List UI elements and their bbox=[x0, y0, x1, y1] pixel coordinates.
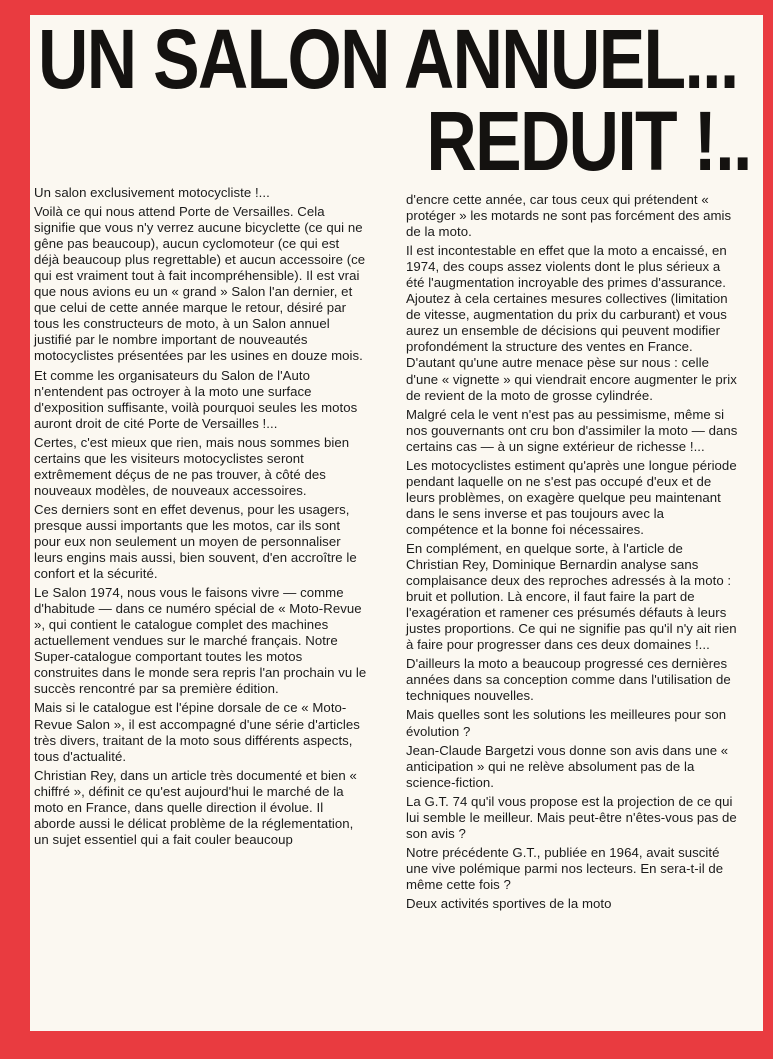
paragraph: Mais si le catalogue est l'épine dorsale de ce « Moto-Revue Salon », il est accompagné d'une série d'articles très divers, traitant de la moto sous différents aspects, tous d'actualité. bbox=[34, 700, 360, 764]
paragraph: Voilà ce qui nous attend Porte de Versailles. Cela signifie que vous n'y verrez aucune bicyclette (ce qui ne gêne pas beaucoup), aucun cyclomoteur (ce qui est déjà beaucoup plus regrettable) et aucun accessoire (ce qui est vraiment tout à fait incompréhensible). Il est vrai que nous avions eu un « grand » Salon l'an dernier, et que celui de cette année marque le retour, désiré par tous les constructeurs de moto, à un Salon annuel justifié par le nombre important de nouveautés motocyclistes présentées par les usines en douze mois. bbox=[34, 204, 366, 364]
paragraph: La G.T. 74 qu'il vous propose est la projection de ce qui lui semble le meilleur. Mais peut-être n'êtes-vous pas de son avis ? bbox=[406, 793, 737, 841]
paragraph: Il est incontestable en effet que la moto a encaissé, en 1974, des coups assez violents dont le plus sérieux a été l'augmentation incroyable des primes d'assurance. Ajoutez à cela certaines mesures collectives (limitation de vitesse, augmentation du prix du carburant) et vous aurez un ensemble de décisions qui peuvent modifier profondément la structure des ventes en France. D'autant qu'une autre menace pèse sur nous : celle d'une « vignette » qui viendrait encore augmenter le prix de revient de la moto de grosse cylindrée. bbox=[406, 243, 737, 403]
headline-line-2: REDUIT !.. bbox=[426, 94, 751, 188]
paragraph: Mais quelles sont les solutions les meilleures pour son évolution ? bbox=[406, 707, 727, 739]
paragraph: Les motocyclistes estiment qu'après une longue période pendant laquelle on ne s'est pas occupé d'eux et de leurs problèmes, on exagère quelque peu maintenant dans le sens inverse et pas toujours avec la compétence et la bonne foi nécessaires. bbox=[406, 457, 737, 537]
paragraph: Le Salon 1974, nous vous le faisons vivre — comme d'habitude — dans ce numéro spécial de « Moto-Revue », qui contient le catalogue complet des machines actuellement vendues sur le marché français. Notre Super-catalogue comportant toutes les motos construites dans le monde sera repris l'an prochain vu le succès rencontré par sa première édition. bbox=[34, 585, 367, 697]
paragraph: Christian Rey, dans un article très documenté et bien « chiffré », définit ce qu'est aujourd'hui le marché de la moto en France, dans quelle direction il évolue. Il aborde aussi le délicat problème de la réglementation, un sujet essentiel qui a fait couler beaucoup bbox=[34, 767, 357, 847]
paragraph: Un salon exclusivement motocycliste !... bbox=[34, 185, 270, 200]
paragraph: Notre précédente G.T., publiée en 1964, avait suscité une vive polémique parmi nos lecteurs. En sera-t-il de même cette fois ? bbox=[406, 844, 724, 892]
paragraph: D'ailleurs la moto a beaucoup progressé ces dernières années dans sa conception comme dans l'utilisation de techniques nouvelles. bbox=[406, 656, 731, 704]
paragraph: Ces derniers sont en effet devenus, pour les usagers, presque aussi importants que les motos, car ils sont pour eux non seulement un moyen de personnaliser leurs engins mais aussi, bien souvent, d'en accroître le confort et la sécurité. bbox=[34, 501, 357, 582]
paragraph: d'encre cette année, car tous ceux qui prétendent « protéger » les motards ne sont pas forcément des amis de la moto. bbox=[406, 192, 732, 240]
paragraph: Jean-Claude Bargetzi vous donne son avis dans une « anticipation » qui ne relève absolument pas de la science-fiction. bbox=[406, 742, 729, 790]
article-column-right bbox=[406, 192, 739, 915]
article-column-left bbox=[34, 185, 367, 851]
paragraph: En complément, en quelque sorte, à l'article de Christian Rey, Dominique Bernardin analyse sans complaisance deux des reproches adressés à la moto : bruit et pollution. Là encore, il faut faire la part de l'exagération et ramener ces présumés défauts à leurs justes proportions. Ce qui ne signifie pas qu'il n'y ait rien à faire pour progresser dans ces deux domaines !... bbox=[406, 540, 737, 653]
headline-line-1: UN SALON ANNUEL... bbox=[38, 15, 738, 106]
paragraph: Certes, c'est mieux que rien, mais nous sommes bien certains que les visiteurs motocyclistes seront extrêmement déçus de ne pas trouver, à côté des nouveaux modèles, de nouveaux accessoires. bbox=[34, 434, 350, 498]
paragraph: Deux activités sportives de la moto bbox=[406, 895, 612, 911]
paragraph: Et comme les organisateurs du Salon de l'Auto n'entendent pas octroyer à la moto une surface d'exposition suffisante, voilà pourquoi seules les motos auront droit de cité Porte de Versailles !... bbox=[34, 367, 358, 431]
paragraph: Malgré cela le vent n'est pas au pessimisme, même si nos gouvernants ont cru bon d'assimiler la moto — dans certains cas — à un signe extérieur de richesse !... bbox=[406, 406, 738, 454]
magazine-page bbox=[30, 15, 763, 1031]
